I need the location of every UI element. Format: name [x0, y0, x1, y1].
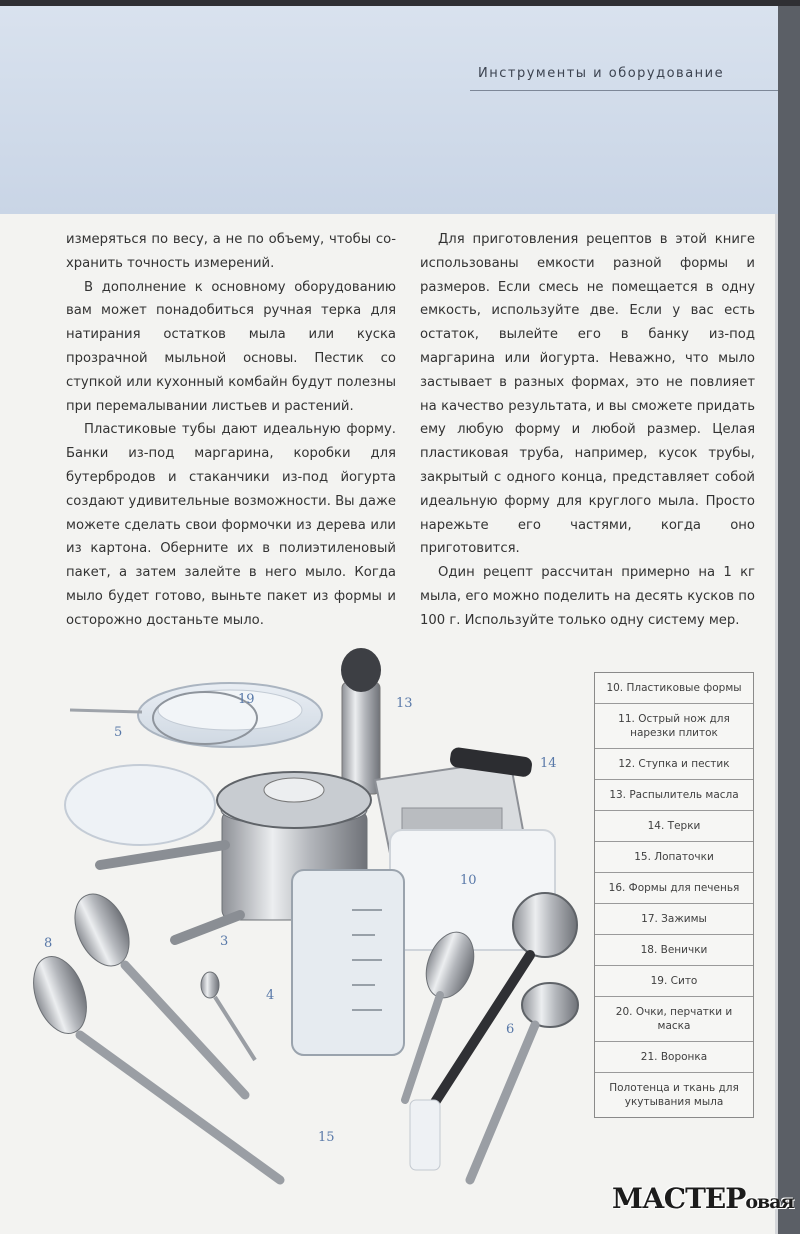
legend-item: 16. Формы для печенья	[595, 873, 753, 904]
ladle	[513, 893, 577, 957]
equipment-photo	[30, 640, 590, 1200]
watermark-big: МАСТЕР	[612, 1182, 746, 1215]
serving-spoon	[64, 885, 140, 974]
photo-label: 13	[396, 696, 413, 711]
right-edge-band	[778, 6, 800, 1234]
legend-item: 20. Очки, перчатки и маска	[595, 997, 753, 1042]
header-rule	[470, 90, 778, 91]
legend-item: 19. Сито	[595, 966, 753, 997]
paragraph: Для приготовления рецептов в этой книге использованы емкости разной формы и размеров. Если смесь не помещается в одну емкость, используйте две. Если у вас есть остаток, вылейте его в банку из-под маргарина или йогурта. Неважно, что мыло застывает в разных формах, это не повлияет на качество результата, и вы сможете придать ему любую форму и любой размер. Целая пластиковая труба, например, кусок трубы, закрытый с одного конца, представляет собой идеальную форму для круглого мыла. Просто нарежьте его частями, когда оно приготовится.	[420, 232, 755, 557]
equipment-legend	[594, 672, 754, 1118]
paragraph: Один рецепт рассчитан примерно на 1 кг мыла, его можно поделить на десять кусков по 100 г. Используйте только одну систему мер.	[420, 565, 755, 628]
paragraph: измеряться по весу, а не по объему, чтобы со-хранить точность измерений.	[66, 232, 396, 271]
photo-label: 19	[238, 692, 255, 707]
photo-label: 5	[114, 725, 123, 740]
legend-item: 12. Ступка и пестик	[595, 749, 753, 780]
site-watermark	[612, 1182, 794, 1215]
legend-item: 17. Зажимы	[595, 904, 753, 935]
right-edge-highlight	[775, 214, 778, 1234]
legend-item: 21. Воронка	[595, 1042, 753, 1073]
right-text-column	[420, 228, 755, 633]
small-spoon	[201, 972, 219, 998]
paragraph: Пластиковые тубы дают идеальную форму. Банки из-под маргарина, коробки для бутербродов и стаканчики из-под йогурта создают удивительные возможности. Вы даже можете сделать свои формочки из дерева или из картона. Оберните их в полиэтиленовый пакет, а затем залейте в него мыло. Когда мыло будет готово, выньте пакет из формы и осторожно достаньте мыло.	[66, 422, 396, 628]
slotted-spoon	[30, 949, 96, 1041]
photo-label: 6	[506, 1022, 515, 1037]
photo-label: 15	[318, 1130, 335, 1145]
header-decorative-pattern	[280, 156, 778, 214]
legend-item: 10. Пластиковые формы	[595, 673, 753, 704]
photo-label: 8	[44, 936, 53, 951]
skimmer	[522, 983, 578, 1027]
legend-item: 11. Острый нож для нарезки плиток	[595, 704, 753, 749]
photo-label: 14	[540, 756, 557, 771]
legend-item: 18. Венички	[595, 935, 753, 966]
page-header	[0, 6, 778, 214]
photo-label: 4	[266, 988, 275, 1003]
photo-label: 10	[460, 873, 477, 888]
left-text-column	[66, 228, 396, 633]
watermark-small: овая	[745, 1191, 794, 1213]
legend-item: 14. Терки	[595, 811, 753, 842]
spatula	[410, 1100, 440, 1170]
page-running-title: Инструменты и оборудование	[478, 66, 725, 81]
photo-label: 3	[220, 934, 229, 949]
legend-item: 15. Лопаточки	[595, 842, 753, 873]
measuring-jug	[292, 870, 404, 1055]
glass-plate	[65, 765, 215, 845]
oil-sprayer	[342, 682, 380, 794]
paragraph: В дополнение к основному оборудованию вам может понадобиться ручная терка для натирания остатков мыла или куска прозрачной мыльной основы. Пестик со ступкой или кухонный комбайн будут полезны при перемалывании листьев и растений.	[66, 279, 396, 414]
legend-item: Полотенца и ткань для укутывания мыла	[609, 1082, 739, 1108]
legend-item: 13. Распылитель масла	[595, 780, 753, 811]
